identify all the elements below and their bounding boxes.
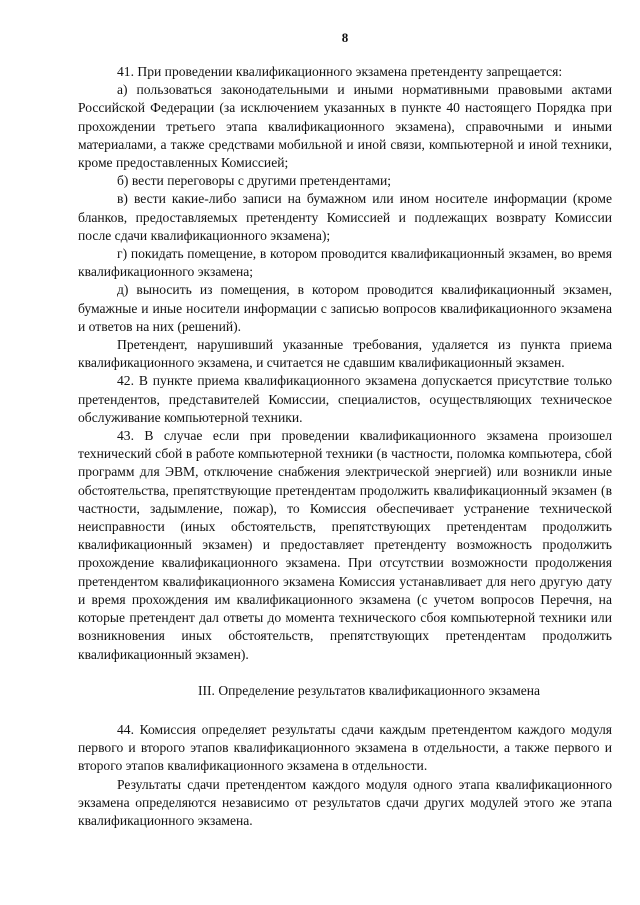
section-heading: III. Определение результатов квалификационного экзамена	[197, 682, 541, 698]
paragraph-41-g: г) покидать помещение, в котором проводится квалификационный экзамен, во время квалификационного экзамена;	[78, 246, 612, 280]
paragraph-41-violation: Претендент, нарушивший указанные требования, удаляется из пункта приема квалификационного экзамена, и считается не сдавшим квалификационный экзамен.	[78, 337, 612, 371]
paragraph-41-intro: 41. При проведении квалификационного экзамена претенденту запрещается:	[117, 64, 563, 79]
paragraph-41-v: в) вести какие-либо записи на бумажном или ином носителе информации (кроме бланков, предоставляемых претенденту Комиссией и подлежащих возврату Комиссии после сдачи квалификационного экзамена);	[78, 191, 612, 243]
paragraph-41-b: б) вести переговоры с другими претендентами;	[117, 173, 392, 189]
paragraph-42: 42. В пункте приема квалификационного экзамена допускается присутствие только претендентов, представителей Комиссии, специалистов, осуществляющих техническое обслуживание компьютерной техники.	[78, 373, 612, 425]
paragraph-44: 44. Комиссия определяет результаты сдачи каждым претендентом каждого модуля первого и второго этапов квалификационного экзамена в отдельности, а также первого и второго этапов квалификационного экзамена в отдельности.	[78, 721, 612, 774]
document-page	[78, 30, 612, 830]
paragraph-41-a: а) пользоваться законодательными и иными нормативными правовыми актами Российской Федерации (за исключением указанных в пункте 40 настоящего Порядка при прохождении третьего этапа квалификационного экзамена), справочными и иными материалами, а также средствами мобильной и иной связи, компьютерной и иной техники, кроме предоставленных Комиссией;	[78, 82, 612, 171]
paragraph-44-results: Результаты сдачи претендентом каждого модуля одного этапа квалификационного экзамена определяются независимо от результатов сдачи других модулей этого же этапа квалификационного экзамена.	[78, 776, 612, 828]
paragraph-43: 43. В случае если при проведении квалификационного экзамена произошел технический сбой в работе компьютерной техники (в частности, поломка компьютера, сбой программ для ЭВМ, отключение снабжения электрической энергией) или возникли иные обстоятельства, препятствующие претендентам продолжить квалификационный экзамен (в частности, задымление, пожар), то Комиссия обеспечивает устранение технической неисправности (иных обстоятельств, препятствующих претендентам продолжить квалификационный экзамен) и предоставляет претенденту возможность продолжить прохождение квалификационного экзамена. При отсутствии возможности продолжения претендентом квалификационного экзамена Комиссия устанавливает для него другую дату и время прохождения им квалификационного экзамена (с учетом вопросов Перечня, на которые претендент дал ответы до момента технического сбоя компьютерной техники или возникновения иных обстоятельств, препятствующих претендентам продолжить квалификационный экзамен).	[78, 428, 612, 662]
paragraph-41-d: д) выносить из помещения, в котором проводится квалификационный экзамен, бумажные и иные носители информации с записью вопросов квалификационного экзамена и ответов на них (решений).	[78, 282, 612, 334]
page-number: 8	[341, 30, 349, 45]
